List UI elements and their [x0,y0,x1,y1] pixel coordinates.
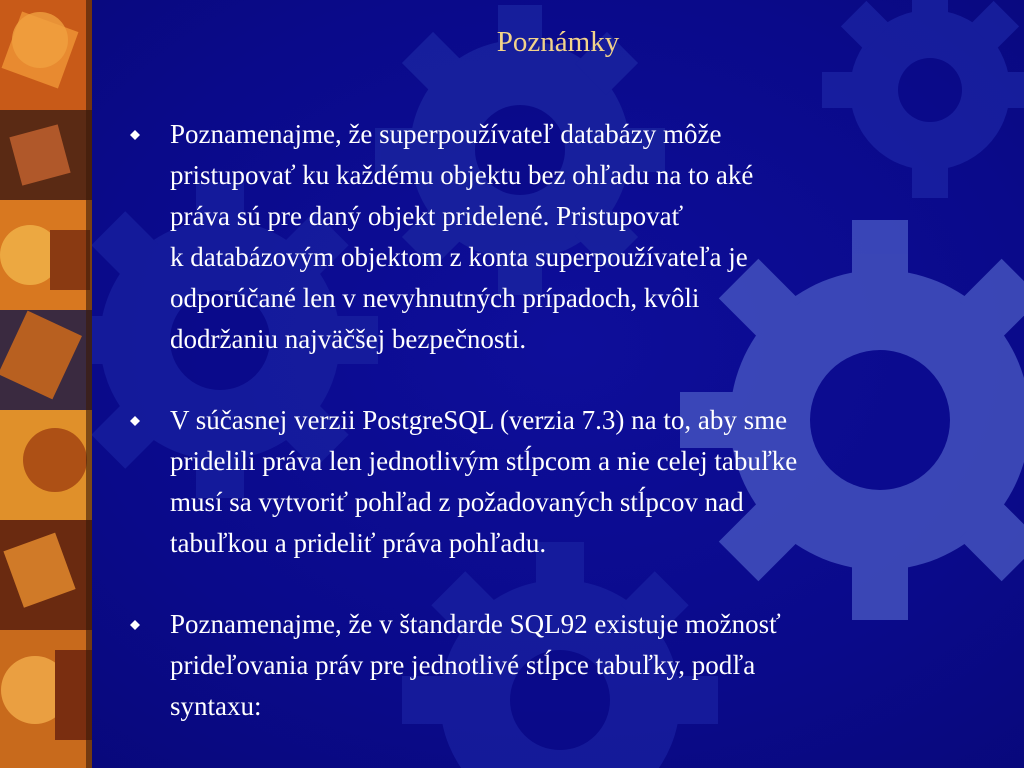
text-line: V súčasnej verzii PostgreSQL (verzia 7.3) na to, aby sme [170,405,788,435]
text-line: práva sú pre daný objekt pridelené. Pristupovať [170,201,684,231]
bullet-text [170,604,990,727]
list-item [130,114,990,360]
text-line: pristupovať ku každému objektu bez ohľadu na to aké [170,160,754,190]
text-line: Poznamenajme, že v štandarde SQL92 existuje možnosť [170,609,781,639]
text-line: prideľovania práv pre jednotlivé stĺpce tabuľky, podľa [170,650,756,680]
diamond-icon [130,620,140,630]
text-line: pridelili práva len jednotlivým stĺpcom a nie celej tabuľke [170,446,798,476]
bullet-list [130,114,990,767]
text-line: dodržaniu najväčšej bezpečnosti. [170,324,527,354]
text-line: musí sa vytvoriť pohľad z požadovaných stĺpcov nad [170,487,744,517]
decorative-left-strip [0,0,92,768]
slide-title: Poznámky [496,26,620,58]
text-line: syntaxu: [170,691,262,721]
diamond-icon [130,416,140,426]
diamond-icon [130,130,140,140]
text-line: odporúčané len v nevyhnutných prípadoch, kvôli [170,283,700,313]
text-line: Poznamenajme, že superpoužívateľ databázy môže [170,119,722,149]
list-item [130,400,990,564]
text-line: k databázovým objektom z konta superpoužívateľa je [170,242,748,272]
bullet-text [170,114,990,360]
list-item [130,604,990,727]
text-line: tabuľkou a prideliť práva pohľadu. [170,528,547,558]
bullet-text [170,400,990,564]
